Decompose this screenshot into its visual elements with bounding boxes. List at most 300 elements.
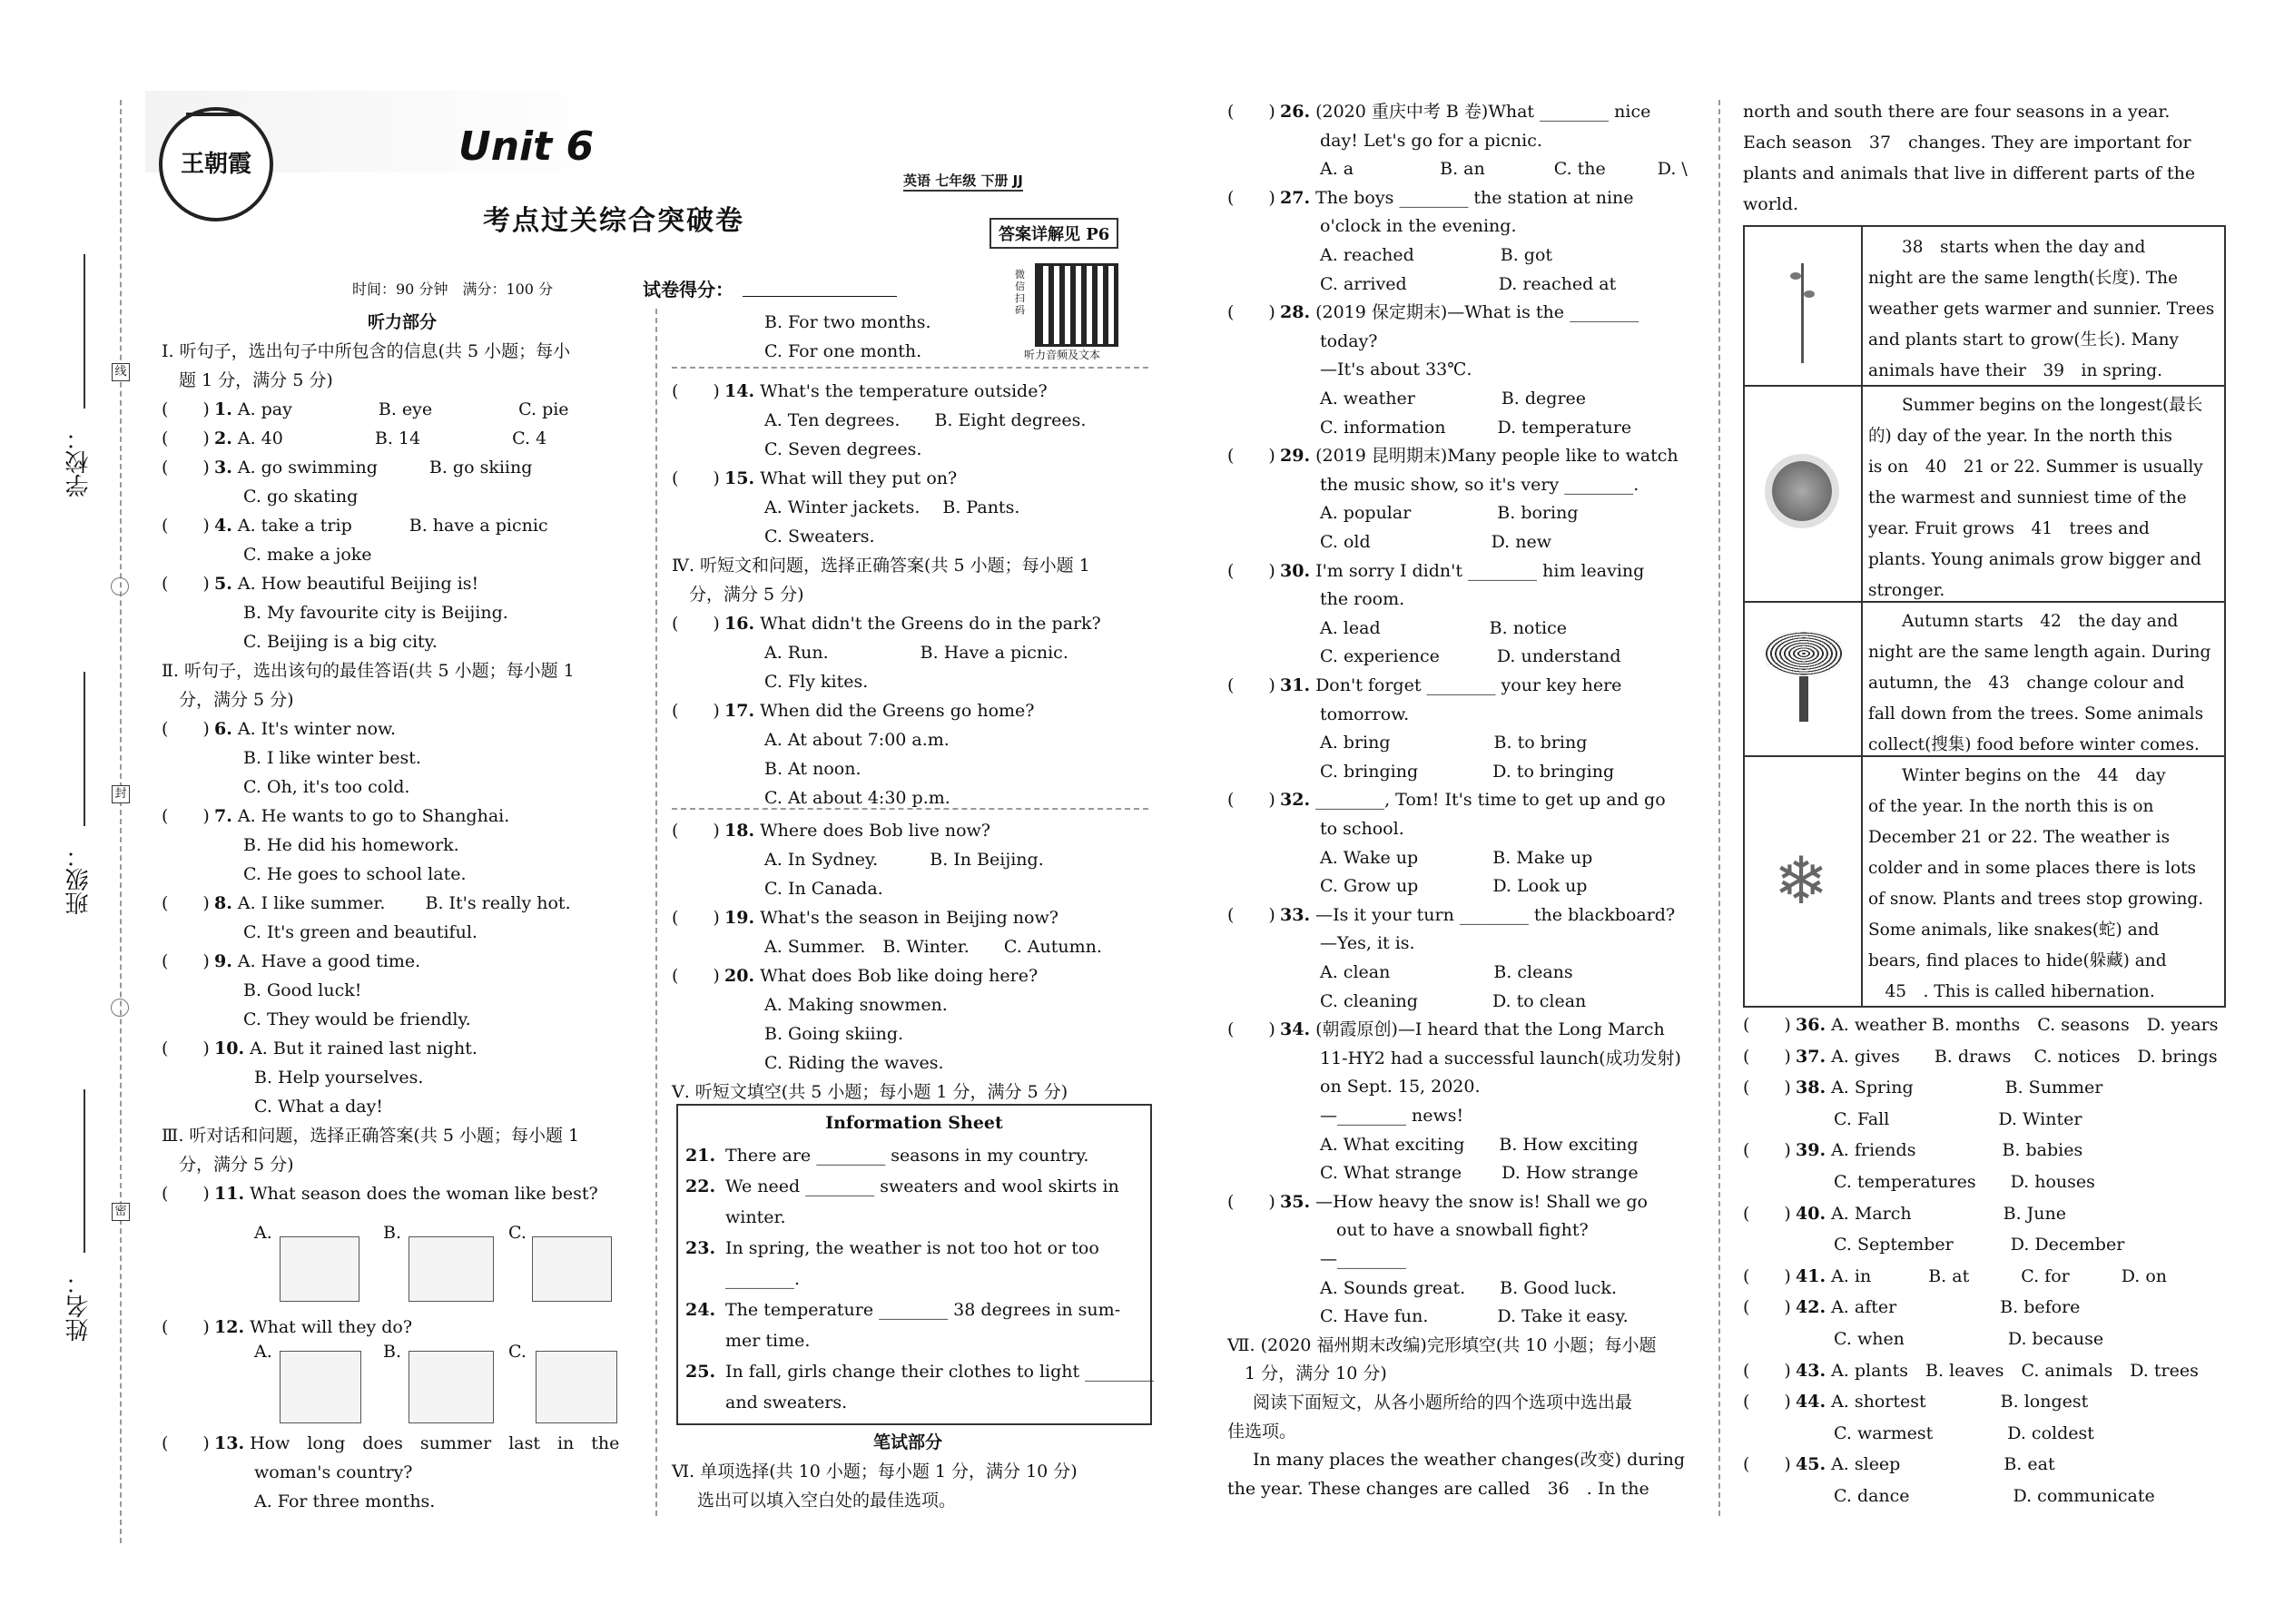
- answer-bracket[interactable]: ( ): [162, 893, 210, 913]
- line-text: A. Winter jackets. B. Pants.: [764, 497, 1020, 517]
- line-text: A. In Sydney. B. In Beijing.: [764, 850, 1044, 870]
- answer-bracket[interactable]: ( ): [162, 574, 210, 594]
- question-number: 24.: [685, 1300, 716, 1320]
- text-line: [672, 494, 1144, 521]
- answer-bracket[interactable]: ( ): [1227, 187, 1275, 208]
- school-blank[interactable]: [84, 254, 85, 408]
- line-text: A. Ten degrees. B. Eight degrees.: [764, 410, 1087, 430]
- season-text-line: Autumn starts 42 the day and: [1868, 612, 2179, 631]
- question-row: [1227, 442, 1708, 469]
- line-text: A. pay B. eye C. pie: [237, 399, 569, 419]
- line-text: A. Spring B. Summer: [1831, 1078, 2103, 1098]
- line-text: C. bringing D. to bringing: [1320, 761, 1615, 782]
- q11-option-b[interactable]: B.: [383, 1223, 402, 1243]
- line-text: C. old D. new: [1320, 532, 1551, 552]
- line-text: the room.: [1320, 589, 1405, 610]
- text-line: [1227, 872, 1708, 900]
- question-row: [672, 817, 1144, 844]
- question-number: 1.: [214, 399, 232, 419]
- season-text-line: plants. Young animals grow bigger and: [1868, 550, 2201, 569]
- question-number: 38.: [1796, 1078, 1826, 1098]
- text-line: [672, 1458, 1144, 1485]
- text-line: [1227, 615, 1708, 642]
- line-text: world.: [1743, 194, 1799, 214]
- answer-bracket[interactable]: ( ): [162, 1433, 210, 1453]
- line-text: C. It's green and beautiful.: [243, 922, 478, 942]
- information-sheet: [676, 1104, 1155, 1425]
- class-label: 班级：: [65, 844, 93, 915]
- season-text-line: 45 . This is called hibernation.: [1868, 982, 2155, 1001]
- line-text: A. What exciting B. How exciting: [1320, 1134, 1639, 1155]
- text-line: [1743, 191, 2224, 218]
- line-text: A. reached B. got: [1320, 245, 1553, 265]
- line-text: 阅读下面短文，从各小题所给的四个选项中选出最: [1253, 1393, 1633, 1412]
- season-text-line: Some animals, like snakes(蛇) and: [1868, 920, 2160, 940]
- answer-bracket[interactable]: ( ): [162, 806, 210, 826]
- question-number: 37.: [1796, 1046, 1826, 1067]
- line-text: C. Fly kites.: [764, 672, 869, 692]
- question-row: [162, 1430, 643, 1457]
- season-text-line: stronger.: [1868, 581, 1945, 600]
- answer-bracket[interactable]: ( ): [162, 1038, 210, 1058]
- text-line: [1227, 729, 1708, 756]
- question-number: 18.: [724, 821, 755, 841]
- line-text: 分，满分 5 分): [162, 690, 294, 710]
- line-text: ________.: [725, 1269, 801, 1289]
- answer-bracket[interactable]: ( ): [1227, 1019, 1275, 1040]
- line-text: A. Making snowmen.: [764, 995, 948, 1015]
- text-line: [672, 436, 1144, 463]
- text-line: [1743, 98, 2224, 125]
- line-text: to school.: [1320, 819, 1404, 839]
- line-text: B. Help yourselves.: [254, 1068, 424, 1088]
- text-line: [1227, 1475, 1708, 1502]
- time-score-info: 时间：90 分钟 满分：100 分: [352, 281, 554, 298]
- answer-bracket[interactable]: ( ): [1743, 1297, 1791, 1318]
- text-line: [1743, 1168, 2224, 1196]
- answer-bracket[interactable]: ( ): [1743, 1046, 1791, 1067]
- info-sheet-line: [685, 1327, 1143, 1354]
- season-text-line: 38 starts when the day and: [1868, 238, 2146, 257]
- answer-bracket[interactable]: ( ): [1743, 1392, 1791, 1412]
- question-row: [672, 697, 1144, 724]
- line-text: A. But it rained last night.: [250, 1038, 478, 1058]
- season-text-line: collect(搜集) food before winter comes.: [1868, 735, 2200, 754]
- line-text: north and south there are four seasons in a year.: [1743, 102, 2171, 122]
- line-text: the music show, so it's very ________.: [1320, 474, 1639, 495]
- q12-picture-b: [409, 1351, 494, 1423]
- text-line: [1227, 1418, 1708, 1445]
- text-line: [672, 1487, 1144, 1514]
- line-text: C. Beijing is a big city.: [243, 632, 438, 652]
- season-text-line: Winter begins on the 44 day: [1868, 766, 2166, 785]
- season-text-line: year. Fruit grows 41 trees and: [1868, 519, 2150, 538]
- info-sheet-line: [685, 1204, 1143, 1231]
- line-text: B. Going skiing.: [764, 1024, 904, 1044]
- line-text: C. What strange D. How strange: [1320, 1163, 1639, 1184]
- info-sheet-line: [685, 1235, 1143, 1262]
- question-number: 9.: [214, 951, 232, 971]
- text-line: [162, 1006, 643, 1033]
- question-row: [1743, 1263, 2224, 1290]
- question-number: 26.: [1280, 102, 1311, 122]
- text-line: [162, 1488, 643, 1515]
- season-text-line: colder and in some places there is lots: [1868, 859, 2197, 878]
- text-line: [1227, 988, 1708, 1015]
- text-line: [1227, 1073, 1708, 1100]
- text-line: [1227, 959, 1708, 986]
- question-number: 27.: [1280, 187, 1311, 208]
- question-row: [1227, 184, 1708, 212]
- season-text-line: animals have their 39 in spring.: [1868, 361, 2162, 380]
- answer-bracket[interactable]: ( ): [672, 468, 720, 488]
- line-text: 分，满分 5 分): [162, 1155, 294, 1175]
- line-text: Ⅳ. 听短文和问题，选择正确答案(共 5 小题；每小题 1: [672, 556, 1090, 576]
- line-text: C. make a joke: [243, 545, 372, 565]
- answer-bracket[interactable]: ( ): [672, 381, 720, 401]
- question-number: 8.: [214, 893, 232, 913]
- answer-bracket[interactable]: ( ): [1227, 446, 1275, 467]
- line-text: tomorrow.: [1320, 704, 1410, 724]
- season-text-line: weather gets warmer and sunnier. Trees: [1868, 300, 2215, 319]
- line-text: What season does the woman like best?: [250, 1184, 598, 1204]
- table-row-border: [1745, 385, 2224, 387]
- question-number: 28.: [1280, 302, 1311, 323]
- question-number: 2.: [214, 428, 232, 448]
- question-number: 17.: [724, 701, 755, 721]
- line-text: C. cleaning D. to clean: [1320, 990, 1587, 1011]
- question-row: [1743, 1074, 2224, 1101]
- question-number: 20.: [724, 966, 755, 986]
- line-text: C. For one month.: [764, 341, 922, 361]
- question-number: 25.: [685, 1362, 716, 1382]
- line-text: C. What a day!: [254, 1097, 383, 1117]
- question-row: [162, 425, 643, 452]
- question-row: [1227, 557, 1708, 585]
- text-line: [162, 686, 643, 714]
- text-line: [162, 541, 643, 568]
- logo-text: 王朝霞: [180, 151, 251, 178]
- line-text: —Yes, it is.: [1320, 933, 1415, 954]
- question-number: 14.: [724, 381, 755, 401]
- text-line: [672, 581, 1144, 608]
- text-line: [1227, 930, 1708, 957]
- text-line: [1227, 1360, 1708, 1387]
- question-row: [672, 378, 1144, 405]
- answer-bracket[interactable]: ( ): [1743, 1265, 1791, 1286]
- question-row: [162, 948, 643, 975]
- season-text-line: autumn, the 43 change colour and: [1868, 674, 2185, 693]
- question-number: 6.: [214, 719, 232, 739]
- question-number: 16.: [724, 614, 755, 634]
- line-text: There are ________ seasons in my country.: [725, 1146, 1089, 1166]
- line-text: C. Fall D. Winter: [1834, 1108, 2082, 1129]
- line-text: In spring, the weather is not too hot or too: [725, 1238, 1099, 1258]
- line-text: C. dance D. communicate: [1834, 1486, 2155, 1506]
- text-line: [672, 784, 1144, 812]
- answer-bracket[interactable]: ( ): [162, 399, 210, 419]
- line-text: 佳选项。: [1227, 1421, 1297, 1442]
- info-sheet-line: [685, 1265, 1143, 1293]
- line-text: 1 分，满分 10 分): [1227, 1363, 1387, 1384]
- line-text: C. At about 4:30 p.m.: [764, 788, 950, 808]
- question-row: [672, 465, 1144, 492]
- text-line: [1227, 212, 1708, 240]
- text-line: [1743, 1106, 2224, 1133]
- line-text: When did the Greens go home?: [760, 701, 1035, 721]
- line-text: A. He wants to go to Shanghai.: [237, 806, 510, 826]
- line-text: today?: [1320, 330, 1378, 351]
- line-text: (朝霞原创)—I heard that the Long March: [1315, 1019, 1665, 1040]
- line-text: plants and animals that live in different parts of the: [1743, 163, 2196, 183]
- text-line: [672, 1429, 1144, 1456]
- text-line: [1227, 1389, 1708, 1416]
- text-line: [1227, 127, 1708, 154]
- line-text: A. lead B. notice: [1320, 617, 1567, 638]
- question-number: 21.: [685, 1146, 716, 1166]
- answer-bracket[interactable]: ( ): [1227, 302, 1275, 323]
- line-text: What does Bob like doing here?: [760, 966, 1039, 986]
- answer-bracket[interactable]: ( ): [672, 821, 720, 841]
- answer-bracket[interactable]: ( ): [1227, 1191, 1275, 1212]
- question-number: 34.: [1280, 1019, 1311, 1040]
- text-line: [672, 309, 1144, 336]
- name-blank[interactable]: [84, 1089, 85, 1253]
- text-line: [672, 523, 1144, 550]
- text-line: [162, 1151, 643, 1178]
- answer-bracket[interactable]: ( ): [1743, 1140, 1791, 1161]
- text-line: [162, 832, 643, 859]
- line-text: A. shortest B. longest: [1831, 1392, 2089, 1412]
- line-text: C. Seven degrees.: [764, 439, 922, 459]
- text-line: [1227, 1303, 1708, 1330]
- question-row: [162, 454, 643, 481]
- q12-picture-a: [280, 1351, 361, 1423]
- answer-bracket[interactable]: ( ): [672, 701, 720, 721]
- question-row: [162, 715, 643, 743]
- season-text-line: Summer begins on the longest(最长: [1868, 396, 2203, 415]
- line-text: A. Run. B. Have a picnic.: [764, 643, 1068, 663]
- score-blank[interactable]: [743, 296, 897, 297]
- line-text: A. Wake up B. Make up: [1320, 847, 1593, 868]
- text-line: [1227, 844, 1708, 871]
- line-text: and sweaters.: [725, 1393, 848, 1412]
- text-line: [1227, 414, 1708, 441]
- text-line: [1227, 1159, 1708, 1186]
- seasons-table: [1743, 225, 2226, 1008]
- answer-bracket[interactable]: ( ): [1227, 675, 1275, 695]
- answer-bracket[interactable]: ( ): [1227, 904, 1275, 925]
- text-line: [162, 773, 643, 801]
- line-text: How long does summer last in the: [250, 1433, 620, 1453]
- school-label: 学校：: [65, 427, 93, 497]
- season-text-line: of the year. In the north this is on: [1868, 797, 2154, 816]
- question-row: [1743, 1294, 2224, 1321]
- line-text: day! Let's go for a picnic.: [1320, 130, 1542, 151]
- question-row: [162, 570, 643, 597]
- text-line: [162, 1093, 643, 1120]
- text-line: [672, 726, 1144, 753]
- text-line: [162, 599, 643, 626]
- question-number: 4.: [214, 516, 232, 536]
- line-text: 听力部分: [367, 312, 437, 332]
- question-number: 13.: [214, 1433, 245, 1453]
- line-text: (2020 重庆中考 B 卷)What ________ nice: [1315, 102, 1651, 122]
- text-line: [162, 367, 643, 394]
- line-text: What's the temperature outside?: [760, 381, 1048, 401]
- answer-bracket[interactable]: ( ): [672, 614, 720, 634]
- line-text: A. Have a good time.: [237, 951, 421, 971]
- line-text: woman's country?: [254, 1462, 413, 1482]
- question-row: [1227, 901, 1708, 929]
- answer-bracket[interactable]: ( ): [672, 966, 720, 986]
- season-text-line: 的) day of the year. In the north this: [1868, 427, 2173, 446]
- line-text: C. Riding the waves.: [764, 1053, 944, 1073]
- line-text: on Sept. 15, 2020.: [1320, 1077, 1481, 1097]
- line-text: —________: [1320, 1249, 1406, 1269]
- score-label: 试卷得分：: [643, 279, 733, 300]
- class-blank[interactable]: [84, 672, 85, 826]
- text-line: [672, 991, 1144, 1019]
- text-line: [672, 552, 1144, 579]
- text-line: [1227, 471, 1708, 498]
- answer-bracket[interactable]: ( ): [162, 951, 210, 971]
- name-label: 姓名：: [65, 1271, 93, 1342]
- question-number: 33.: [1280, 904, 1311, 925]
- question-number: 29.: [1280, 446, 1311, 467]
- answer-bracket[interactable]: ( ): [162, 428, 210, 448]
- line-text: The temperature ________ 38 degrees in sum-: [725, 1300, 1121, 1320]
- text-line: [1743, 160, 2224, 187]
- q12-option-c[interactable]: C.: [508, 1342, 527, 1362]
- text-line: [1227, 328, 1708, 355]
- text-line: [1743, 1420, 2224, 1447]
- answer-bracket[interactable]: ( ): [1743, 1360, 1791, 1381]
- answer-bracket[interactable]: ( ): [672, 908, 720, 928]
- answer-bracket[interactable]: ( ): [1743, 1454, 1791, 1475]
- info-sheet-line: [685, 1358, 1155, 1385]
- sun-icon: [1772, 461, 1832, 521]
- text-line: [1227, 1332, 1708, 1359]
- answer-bracket[interactable]: ( ): [1227, 102, 1275, 122]
- sprouting-branch-icon: [1785, 254, 1821, 363]
- info-sheet-line: [685, 1173, 1143, 1200]
- line-text: Ⅱ. 听句子，选出该句的最佳答语(共 5 小题；每小题 1: [162, 661, 575, 681]
- question-row: [162, 1035, 643, 1062]
- question-row: [1743, 1137, 2224, 1164]
- text-line: [672, 1049, 1144, 1077]
- line-text: C. They would be friendly.: [243, 1009, 471, 1029]
- answer-bracket[interactable]: ( ): [1743, 1015, 1791, 1035]
- text-line: [1227, 643, 1708, 670]
- answer-bracket[interactable]: ( ): [162, 1317, 210, 1337]
- text-line: [162, 657, 643, 684]
- line-text: B. I like winter best.: [243, 748, 421, 768]
- q12-option-b[interactable]: B.: [383, 1342, 402, 1362]
- line-text: —How heavy the snow is! Shall we go: [1315, 1191, 1648, 1212]
- q11-option-c[interactable]: C.: [508, 1223, 527, 1243]
- answer-bracket[interactable]: ( ): [1743, 1203, 1791, 1224]
- question-row: [1227, 1188, 1708, 1216]
- line-text: out to have a snowball fight?: [1336, 1220, 1589, 1241]
- answer-bracket[interactable]: ( ): [162, 719, 210, 739]
- answer-bracket[interactable]: ( ): [162, 516, 210, 536]
- text-line: [162, 744, 643, 772]
- text-line: [162, 1122, 643, 1149]
- seal-mark-line: 线: [112, 363, 130, 381]
- q12-option-a[interactable]: A.: [254, 1342, 272, 1362]
- binding-line: [120, 100, 122, 1543]
- line-text: 题 1 分，满分 5 分): [162, 370, 333, 390]
- line-text: —Is it your turn ________ the blackboard?: [1315, 904, 1676, 925]
- text-line: [1227, 1045, 1708, 1072]
- seal-mark-secret: 密: [112, 1203, 130, 1221]
- line-text: C. information D. temperature: [1320, 417, 1632, 438]
- question-row: [1227, 299, 1708, 326]
- question-number: 43.: [1796, 1360, 1826, 1381]
- line-text: the year. These changes are called 36 . In the: [1227, 1478, 1649, 1499]
- line-text: 分，满分 5 分): [672, 585, 804, 605]
- text-line: [1227, 1245, 1708, 1273]
- line-text: A. after B. before: [1831, 1297, 2081, 1318]
- answer-bracket[interactable]: ( ): [1227, 560, 1275, 581]
- question-number: 15.: [724, 468, 755, 488]
- qr-caption: 听力音频及文本: [1024, 349, 1101, 361]
- line-text: B. He did his homework.: [243, 835, 459, 855]
- page-title: 考点过关综合突破卷: [483, 205, 744, 237]
- text-line: [1227, 701, 1708, 728]
- unit-title: Unit 6: [458, 123, 595, 170]
- table-divider: [1861, 227, 1863, 1006]
- q11-picture-a: [280, 1236, 359, 1302]
- q11-option-a[interactable]: A.: [254, 1223, 272, 1243]
- answer-bracket[interactable]: ( ): [162, 458, 210, 477]
- line-text: C. warmest D. coldest: [1834, 1422, 2094, 1443]
- question-row: [162, 396, 643, 423]
- question-number: 41.: [1796, 1265, 1826, 1286]
- answer-bracket[interactable]: ( ): [1227, 790, 1275, 811]
- line-text: A. popular B. boring: [1320, 503, 1579, 524]
- line-text: B. For two months.: [764, 312, 931, 332]
- text-line: [1227, 499, 1708, 527]
- question-row: [1743, 1451, 2224, 1478]
- text-line: [1227, 271, 1708, 298]
- question-row: [1743, 1043, 2224, 1070]
- line-text: C. Sweaters.: [764, 527, 875, 546]
- season-text-line: and plants start to grow(生长). Many: [1868, 330, 2179, 349]
- answer-bracket[interactable]: ( ): [162, 1184, 210, 1204]
- line-text: winter.: [725, 1207, 786, 1227]
- line-text: A. I like summer. B. It's really hot.: [237, 893, 571, 913]
- question-number: 11.: [214, 1184, 245, 1204]
- text-line: [162, 338, 643, 365]
- line-text: A. weather B. degree: [1320, 389, 1587, 408]
- question-row: [162, 1180, 643, 1207]
- answer-bracket[interactable]: ( ): [1743, 1078, 1791, 1098]
- seal-mark-seal: 封: [112, 785, 130, 803]
- line-text: A. It's winter now.: [237, 719, 397, 739]
- line-text: A. go swimming B. go skiing: [237, 458, 533, 477]
- question-row: [1227, 672, 1708, 699]
- text-line: [672, 407, 1144, 434]
- line-text: A. Sounds great. B. Good luck.: [1320, 1277, 1617, 1298]
- crown-icon: [186, 93, 239, 116]
- line-text: A. take a trip B. have a picnic: [237, 516, 548, 536]
- text-line: [1227, 356, 1708, 383]
- column-separator: [655, 309, 657, 1516]
- line-text: A. For three months.: [254, 1491, 436, 1511]
- question-row: [1227, 1016, 1708, 1043]
